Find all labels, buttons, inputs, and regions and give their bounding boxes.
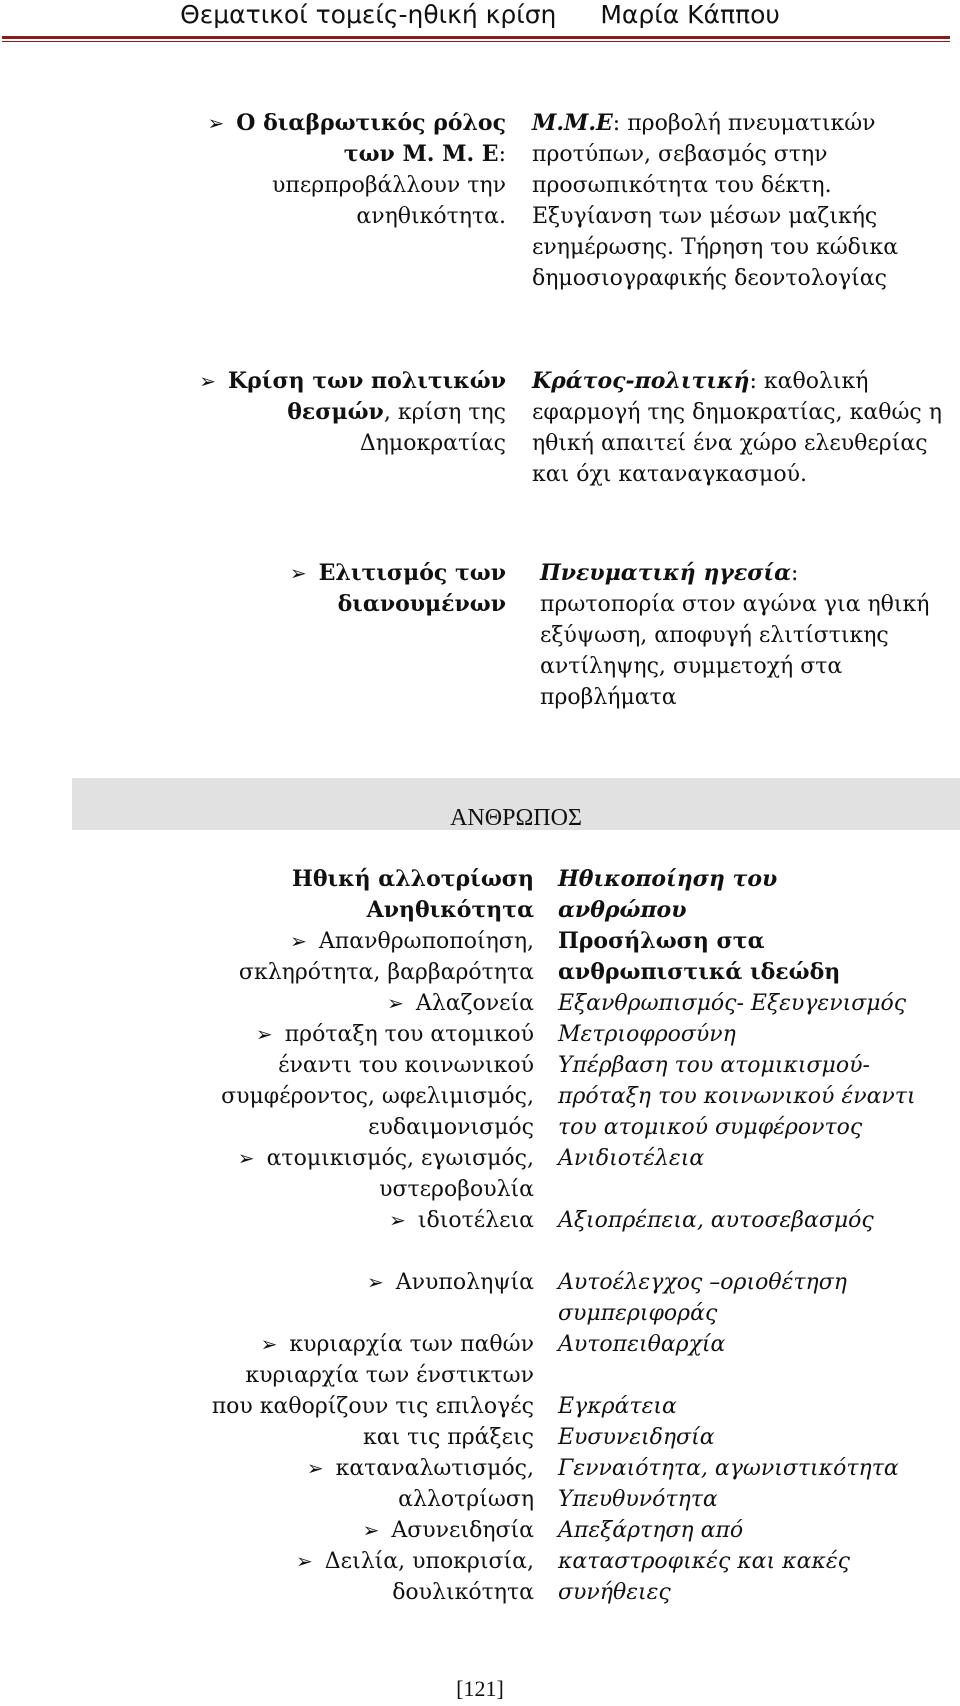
arrowhead-bullet-icon: ➢ — [255, 1022, 273, 1046]
arrowhead-bullet-icon: ➢ — [207, 111, 225, 135]
section-title: ΑΝΘΡΩΠΟΣ — [450, 805, 582, 831]
list-item: ➢ ατομικισμός, εγωισμός, — [237, 1146, 534, 1171]
list-item: δουλικότητα — [392, 1580, 534, 1605]
list-item: ➢ Δειλία, υποκρισία, — [296, 1549, 534, 1574]
virtues-heading-2: ανθρώπου — [558, 897, 687, 923]
spacer — [558, 1236, 954, 1267]
topic-row-2-left: ➢ Κρίση των πολιτικών θεσμών, κρίση της Δημοκρατίας — [199, 368, 506, 456]
arrowhead-bullet-icon: ➢ — [306, 1456, 324, 1480]
list-item: Ευσυνειδησία — [558, 1425, 715, 1450]
arrowhead-bullet-icon: ➢ — [387, 991, 404, 1015]
topic-row-3-right: Πνευματική ηγεσία: πρωτοπορία στον αγώνα για ηθική εξύψωση, αποφυγή ελιτίστικης αντίληψης, συμμετοχή στα προβλήματα — [540, 560, 930, 710]
virtues-heading-3: Προσήλωση στα — [558, 928, 765, 954]
list-item: αλλοτρίωση — [398, 1487, 534, 1512]
list-item: Αυτοπειθαρχία — [558, 1332, 726, 1357]
arrowhead-bullet-icon: ➢ — [389, 1208, 406, 1232]
list-item: του ατομικού συμφέροντος — [558, 1115, 863, 1140]
list-item: Εξανθρωπισμός- Εξευγενισμός — [558, 991, 907, 1016]
arrowhead-bullet-icon: ➢ — [367, 1270, 384, 1294]
list-item: που καθορίζουν τις επιλογές — [211, 1394, 534, 1419]
arrowhead-bullet-icon: ➢ — [296, 1549, 313, 1573]
arrowhead-bullet-icon: ➢ — [199, 369, 217, 393]
vices-heading-2: Ανηθικότητα — [366, 897, 534, 923]
header-rule-thin — [2, 41, 950, 42]
list-item: ➢ κυριαρχία των παθών — [260, 1332, 534, 1357]
list-item: ➢ πρόταξη του ατομικού — [255, 1022, 534, 1047]
topic-row-3-left: ➢ Ελιτισμός των διανουμένων — [289, 560, 506, 617]
list-item: Γενναιότητα, αγωνιστικότητα — [558, 1456, 899, 1481]
spacer — [558, 1174, 954, 1205]
arrowhead-bullet-icon: ➢ — [289, 561, 307, 585]
vices-column — [120, 864, 534, 1608]
list-item: συνήθειες — [558, 1580, 671, 1605]
header-title: Θεματικοί τομείς-ηθική κρίση — [180, 0, 557, 29]
topic-row-2-right: Κράτος-πολιτική: καθολική εφαρμογή της δημοκρατίας, καθώς η ηθική απαιτεί ένα χώρο ελευθερίας και όχι καταναγκασμού. — [532, 368, 942, 487]
virtues-heading-4: ανθρωπιστικά ιδεώδη — [558, 959, 841, 985]
page-number: [121] — [456, 1676, 504, 1701]
list-item: Αξιοπρέπεια, αυτοσεβασμός — [558, 1208, 874, 1233]
list-item: συμφέροντος, ωφελιμισμός, — [221, 1084, 534, 1109]
list-item: συμπεριφοράς — [558, 1301, 718, 1326]
vices-heading-1: Ηθική αλλοτρίωση — [292, 866, 534, 892]
list-item: ➢ Απανθρωποποίηση, — [290, 929, 534, 954]
list-item: σκληρότητα, βαρβαρότητα — [238, 960, 534, 985]
arrowhead-bullet-icon: ➢ — [290, 929, 307, 953]
virtues-heading-1: Ηθικοποίηση του — [558, 866, 778, 892]
arrowhead-bullet-icon: ➢ — [362, 1518, 380, 1542]
list-item: καταστροφικές και κακές — [558, 1549, 850, 1574]
arrowhead-bullet-icon: ➢ — [237, 1146, 255, 1170]
list-item: κυριαρχία των ένστικτων — [245, 1363, 534, 1388]
arrowhead-bullet-icon: ➢ — [260, 1332, 278, 1356]
spacer — [120, 1298, 534, 1329]
list-item: Αυτοέλεγχος –οριοθέτηση — [558, 1270, 847, 1295]
list-item: υστεροβουλία — [379, 1177, 534, 1202]
header-author: Μαρία Κάππου — [600, 0, 780, 29]
list-item: ➢ καταναλωτισμός, — [306, 1456, 534, 1481]
list-item: ➢ Ανυποληψία — [367, 1270, 534, 1295]
list-item: έναντι του κοινωνικού — [278, 1053, 534, 1078]
list-item: Υπέρβαση του ατομικισμού- — [558, 1053, 870, 1078]
list-item: ευδαιμονισμός — [368, 1115, 534, 1140]
list-item: Εγκράτεια — [558, 1394, 677, 1419]
virtues-column — [558, 864, 954, 1608]
list-item: και τις πράξεις — [362, 1425, 534, 1450]
spacer — [120, 1236, 534, 1267]
header-rule — [2, 36, 950, 39]
topic-row-1-left: ➢ Ο διαβρωτικός ρόλος των Μ. Μ. Ε: υπερπροβάλλουν την ανηθικότητα. — [207, 110, 506, 229]
list-item: Απεξάρτηση από — [558, 1518, 744, 1543]
topic-row-1-right: Μ.Μ.Ε: προβολή πνευματικών προτύπων, σεβασμός στην προσωπικότητα του δέκτη. Εξυγίανση των μέσων μαζικής ενημέρωσης. Τήρηση του κώδικα δημοσιογραφικής δεοντολογίας — [532, 110, 899, 291]
list-item: ➢ ιδιοτέλεια — [389, 1208, 534, 1233]
list-item: πρόταξη του κοινωνικού έναντι — [558, 1084, 916, 1109]
list-item: Μετριοφροσύνη — [558, 1022, 736, 1047]
list-item: ➢ Αλαζονεία — [387, 991, 534, 1016]
list-item: ➢ Ασυνειδησία — [362, 1518, 534, 1543]
spacer — [558, 1360, 954, 1391]
list-item: Ανιδιοτέλεια — [558, 1146, 705, 1171]
list-item: Υπευθυνότητα — [558, 1487, 718, 1512]
